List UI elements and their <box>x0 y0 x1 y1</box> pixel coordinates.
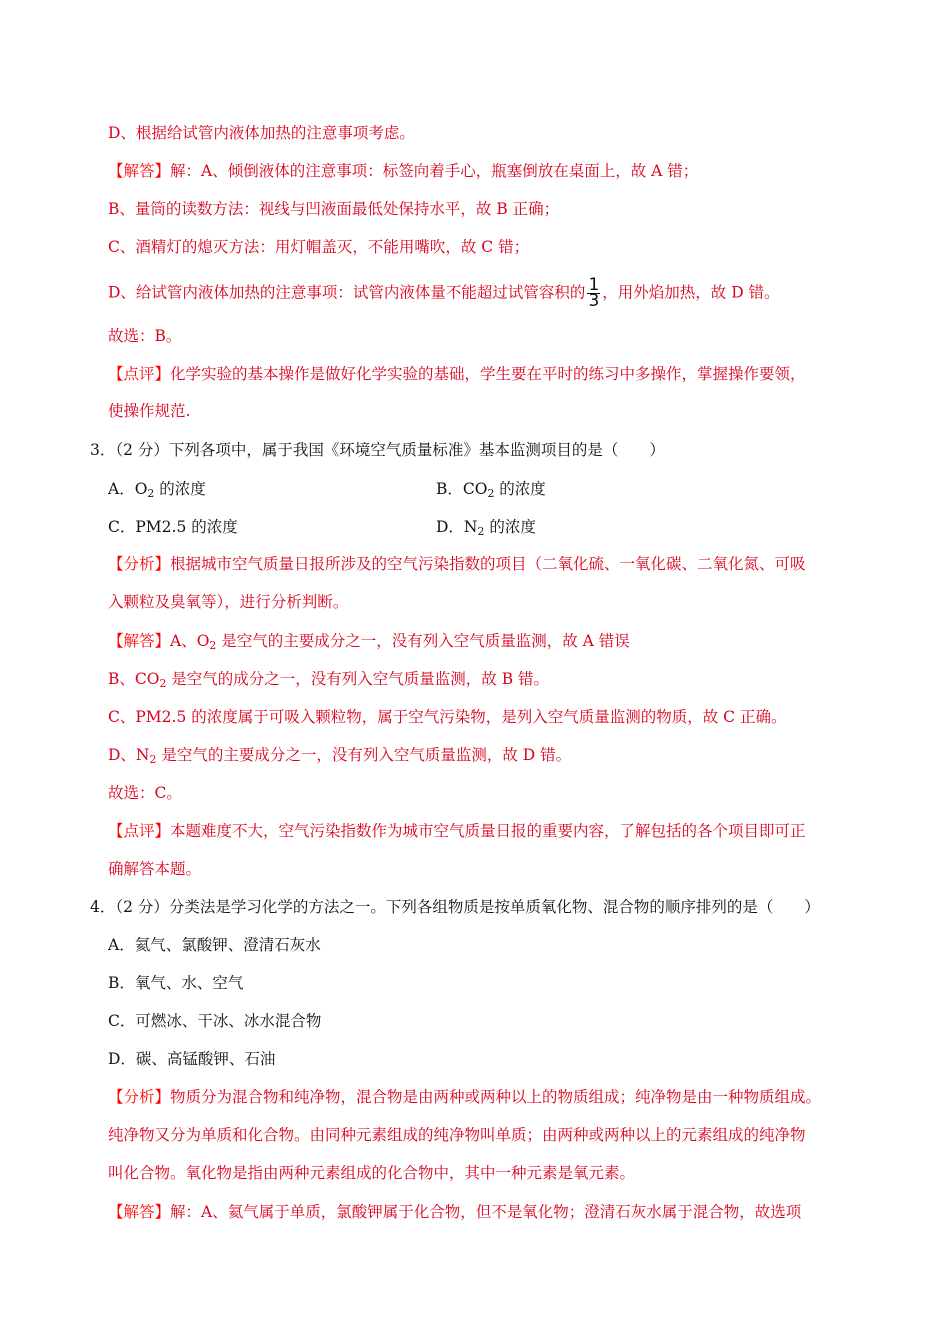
q3-option-d: D．$N_2$ 的浓度 <box>436 518 536 538</box>
q3-answer-4: D、$N_2$ 是空气的主要成分之一，没有列入空气质量监测，故 D 错。 <box>108 746 572 766</box>
question-3-stem: 3．（2 分）下列各项中，属于我国《环境空气质量标准》基本监测项目的是（ ） <box>90 441 665 459</box>
answer-line-a: 【解答】解：A、倾倒液体的注意事项：标签向着手心，瓶塞倒放在桌面上，故 A 错； <box>108 162 699 180</box>
q3-answer-1: 【解答】A、$O_2$ 是空气的主要成分之一，没有列入空气质量监测，故 A 错误 <box>108 632 630 652</box>
answer-line-d: D、给试管内液体加热的注意事项：试管内液体量不能超过试管容积的 $\frac{1}{3}$ ，用外焰加热，故 D 错。 <box>108 275 780 311</box>
answer-tag: 【解答】 <box>108 162 171 180</box>
q3-option-c: C．PM2.5 的浓度 <box>108 518 238 536</box>
q4-analysis-1: 【分析】物质分为混合物和纯净物，混合物是由两种或两种以上的物质组成；纯净物是由一种物质组成。 <box>108 1088 822 1106</box>
q3-comment-2: 确解答本题。 <box>108 860 202 878</box>
comment-line-2: 使操作规范. <box>108 402 191 420</box>
analysis-tag: 【分析】 <box>108 555 171 573</box>
q4-analysis-2: 纯净物又分为单质和化合物。由同种元素组成的纯净物叫单质；由两种或两种以上的元素组成的纯净物 <box>108 1126 806 1144</box>
q4-answer-1: 【解答】解：A、氦气属于单质，氯酸钾属于化合物，但不是氧化物；澄清石灰水属于混合物，故选项 <box>108 1203 802 1221</box>
q3-answer-2: B、$CO_2$ 是空气的成分之一，没有列入空气质量监测，故 B 错。 <box>108 670 550 690</box>
q4-analysis-3: 叫化合物。氧化物是指由两种元素组成的化合物中，其中一种元素是氧元素。 <box>108 1164 636 1182</box>
q4-option-b: B．氧气、水、空气 <box>108 974 244 992</box>
q3-comment-1: 【点评】本题难度不大，空气污染指数作为城市空气质量日报的重要内容，了解包括的各个项目即可正 <box>108 822 806 840</box>
solution-line-d: D、根据给试管内液体加热的注意事项考虑。 <box>108 124 415 142</box>
question-4-stem: 4．（2 分）分类法是学习化学的方法之一。下列各组物质是按单质氧化物、混合物的顺序排列的是（ ） <box>90 898 820 916</box>
q3-analysis-1: 【分析】根据城市空气质量日报所涉及的空气污染指数的项目（二氧化硫、一氧化碳、二氧化氮、可吸 <box>108 555 806 573</box>
q4-option-a: A．氦气、氯酸钾、澄清石灰水 <box>108 936 321 954</box>
choice-line: 故选：B。 <box>108 327 182 345</box>
q3-option-a: A．$O_2$ 的浓度 <box>108 480 206 500</box>
answer-line-b: B、量筒的读数方法：视线与凹液面最低处保持水平，故 B 正确； <box>108 200 560 218</box>
answer-tag: 【解答】 <box>108 632 171 650</box>
comment-line-1: 【点评】化学实验的基本操作是做好化学实验的基础，学生要在平时的练习中多操作，掌握操作要领， <box>108 365 806 383</box>
answer-line-c: C、酒精灯的熄灭方法：用灯帽盖灭，不能用嘴吹，故 C 错； <box>108 238 530 256</box>
fraction-one-third: $\frac{1}{3}$ <box>588 275 600 311</box>
comment-tag: 【点评】 <box>108 365 171 383</box>
comment-tag: 【点评】 <box>108 822 171 840</box>
q3-option-b: B．$CO_2$ 的浓度 <box>436 480 546 500</box>
q3-analysis-2: 入颗粒及臭氧等），进行分析判断。 <box>108 593 349 611</box>
analysis-tag: 【分析】 <box>108 1088 171 1106</box>
q3-answer-3: C、PM2.5 的浓度属于可吸入颗粒物，属于空气污染物，是列入空气质量监测的物质，故 C 正确。 <box>108 708 787 726</box>
q4-option-d: D．碳、高锰酸钾、石油 <box>108 1050 276 1068</box>
q4-option-c: C．可燃冰、干冰、冰水混合物 <box>108 1012 322 1030</box>
answer-tag: 【解答】 <box>108 1203 171 1221</box>
q3-choice: 故选：C。 <box>108 784 182 802</box>
